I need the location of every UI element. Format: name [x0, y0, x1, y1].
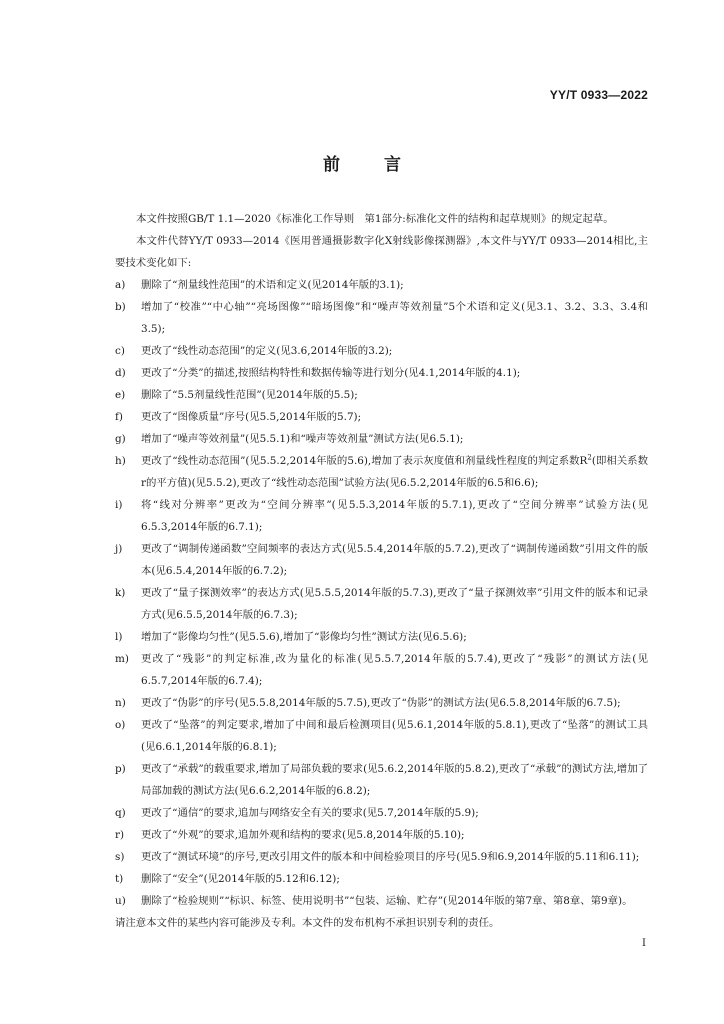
list-item-text: 更改了“坠落”的判定要求,增加了中间和最后检测项目(见5.6.1,2014年版的5.8.1),更改了“坠落”的测试工具(见6.6.1,2014年版的6.8.1); — [141, 719, 648, 753]
list-item-text: 删除了“检验规则”“标识、标签、使用说明书”“包装、运输、贮存”(见2014年版的第7章、第8章、第9章)。 — [141, 895, 633, 907]
list-item-text: 更改了“承载”的载重要求,增加了局部负载的要求(见5.6.2,2014年版的5.8.2),更改了“承载”的测试方法,增加了局部加载的测试方法(见6.6.2,2014年版的6.8.2); — [141, 763, 648, 797]
list-item-label: b) — [115, 301, 126, 313]
list-item-text: 更改了“量子探测效率”的表达方式(见5.5.5,2014年版的5.7.3),更改了“量子探测效率”引用文件的版本和记录方式(见6.5.5,2014年版的6.7.3); — [141, 587, 648, 621]
list-item-text: 增加了“噪声等效剂量”(见5.5.1)和“噪声等效剂量”测试方法(见6.5.1); — [141, 433, 464, 445]
list-item-label: g) — [115, 433, 126, 445]
list-item-label: i) — [115, 499, 123, 511]
list-item — [115, 384, 648, 406]
page-number: I — [642, 938, 646, 949]
list-item-text: 更改了“调制传递函数”空间频率的表达方式(见5.5.4,2014年版的5.7.2),更改了“调制传递函数”引用文件的版本(见6.5.4,2014年版的6.7.2); — [141, 543, 648, 577]
list-item-text: 更改了“通信”的要求,追加与网络安全有关的要求(见5.7,2014年版的5.9); — [141, 807, 479, 819]
intro-paragraph: 本文件代替YY/T 0933—2014《医用普通摄影数字化X射线影像探测器》,本文件与YY/T 0933—2014相比,主要技术变化如下: — [115, 235, 648, 269]
list-item-text: 更改了“图像质量”序号(见5.5,2014年版的5.7); — [141, 411, 362, 423]
list-item-label: a) — [115, 279, 126, 291]
list-item-label: d) — [115, 367, 126, 379]
list-item — [115, 846, 648, 868]
list-item-text: (即相关系数r的平方值)(见5.5.2),更改了“线性动态范围”试验方法(见6.5.2,2014年版的6.5和6.6); — [141, 455, 648, 489]
list-item-label: l) — [115, 631, 123, 643]
list-item-text: 删除了“剂量线性范围”的术语和定义(见2014年版的3.1); — [141, 279, 404, 291]
list-item-label: m) — [115, 653, 129, 665]
list-item-text: 更改了“测试环境”的序号,更改引用文件的版本和中间检验项目的序号(见5.9和6.9,2014年版的5.11和6.11); — [141, 851, 640, 863]
list-item-text: 更改了“伪影”的序号(见5.5.8,2014年版的5.7.5),更改了“伪影”的测试方法(见6.5.8,2014年版的6.7.5); — [141, 697, 621, 709]
list-item — [115, 868, 648, 890]
list-item-text: 增加了“校准”“中心轴”“亮场图像”“暗场图像”和“噪声等效剂量”5个术语和定义(见3.1、3.2、3.3、3.4和3.5); — [141, 301, 648, 335]
intro-paragraph: 本文件按照GB/T 1.1—2020《标准化工作导则 第1部分:标准化文件的结构和起草规则》的规定起草。 — [136, 213, 614, 225]
list-item-text: 更改了“外观”的要求,追加外观和结构的要求(见5.8,2014年版的5.10); — [141, 829, 465, 841]
list-item — [115, 296, 648, 340]
list-item — [115, 450, 648, 494]
list-item-label: q) — [115, 807, 126, 819]
changes-list — [115, 274, 648, 912]
list-item-label: f) — [115, 411, 123, 423]
list-item-label: t) — [115, 873, 124, 885]
list-item — [115, 494, 648, 538]
list-item-label: k) — [115, 587, 126, 599]
list-item — [115, 802, 648, 824]
superscript: 2 — [587, 453, 592, 462]
document-body — [115, 208, 648, 934]
list-item-label: s) — [115, 851, 125, 863]
list-item-label: p) — [115, 763, 126, 775]
list-item-text: 更改了“残影”的判定标准,改为量化的标准(见5.5.7,2014年版的5.7.4),更改了“残影”的测试方法(见6.5.7,2014年版的6.7.4); — [141, 653, 648, 687]
list-item — [115, 890, 648, 912]
patent-note: 请注意本文件的某些内容可能涉及专利。本文件的发布机构不承担识别专利的责任。 — [115, 917, 500, 929]
list-item-text: 更改了“线性动态范围”(见5.5.2,2014年版的5.6),增加了表示灰度值和剂量线性程度的判定系数R — [141, 455, 588, 467]
standard-code: YY/T 0933—2022 — [549, 88, 648, 102]
list-item-label: r) — [115, 829, 125, 841]
list-item-text: 删除了“安全”(见2014年版的5.12和6.12); — [141, 873, 340, 885]
list-item-label: o) — [115, 719, 126, 731]
list-item-label: j) — [115, 543, 123, 555]
list-item-label: h) — [115, 455, 126, 467]
page-title: 前言 — [323, 155, 445, 175]
list-item — [115, 406, 648, 428]
list-item-text: 将“线对分辨率”更改为“空间分辨率”(见5.5.3,2014年版的5.7.1),更改了“空间分辨率”试验方法(见6.5.3,2014年版的6.7.1); — [141, 499, 648, 533]
list-item-label: n) — [115, 697, 126, 709]
list-item — [115, 714, 648, 758]
list-item — [115, 582, 648, 626]
list-item — [115, 648, 648, 692]
list-item-text: 更改了“分类”的描述,按照结构特性和数据传输等进行划分(见4.1,2014年版的4.1); — [141, 367, 521, 379]
list-item-text: 删除了“5.5剂量线性范围”(见2014年版的5.5); — [141, 389, 358, 401]
list-item-label: c) — [115, 345, 125, 357]
list-item-text: 增加了“影像均匀性”(见5.5.6),增加了“影像均匀性”测试方法(见6.5.6); — [141, 631, 467, 643]
list-item — [115, 538, 648, 582]
list-item-label: e) — [115, 389, 126, 401]
list-item-label: u) — [115, 895, 126, 907]
list-item — [115, 428, 648, 450]
list-item — [115, 758, 648, 802]
list-item — [115, 340, 648, 362]
list-item-text: 更改了“线性动态范围”的定义(见3.6,2014年版的3.2); — [141, 345, 393, 357]
list-item — [115, 626, 648, 648]
list-item — [115, 692, 648, 714]
list-item — [115, 824, 648, 846]
list-item — [115, 362, 648, 384]
list-item — [115, 274, 648, 296]
